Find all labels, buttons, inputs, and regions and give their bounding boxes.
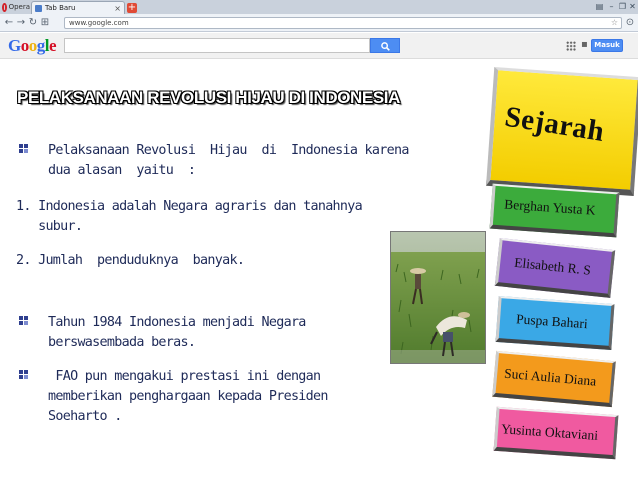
tab-title: Tab Baru bbox=[45, 4, 76, 12]
google-logo-letter: G bbox=[8, 36, 21, 55]
name-card-suci[interactable] bbox=[492, 351, 616, 407]
forward-icon[interactable]: → bbox=[16, 17, 26, 28]
opera-label: Opera bbox=[8, 3, 30, 11]
signin-button[interactable]: Masuk bbox=[591, 39, 623, 52]
address-toolbar bbox=[0, 14, 638, 32]
name-card-puspa[interactable] bbox=[496, 296, 615, 350]
bullet2-line1: Tahun 1984 Indonesia menjadi Negara bbox=[48, 315, 306, 330]
bullet1-line1: Pelaksanaan Revolusi Hijau di Indonesia karena bbox=[48, 143, 409, 158]
google-logo-letter: l bbox=[44, 36, 49, 55]
google-logo-letter: e bbox=[48, 36, 57, 55]
tab-favicon-icon bbox=[35, 5, 42, 12]
bullet2-line2: berswasembada beras. bbox=[48, 335, 196, 350]
list-item-2: 2. Jumlah penduduknya banyak. bbox=[16, 253, 245, 268]
notification-icon[interactable]: ▪ bbox=[581, 39, 588, 50]
bookmark-star-icon[interactable]: ☆ bbox=[610, 18, 618, 27]
url-text: www.google.com bbox=[69, 19, 129, 27]
bullet-icon bbox=[19, 370, 29, 380]
name-card-label: Yusinta Oktaviani bbox=[500, 421, 599, 443]
rice-field-photo bbox=[390, 231, 486, 364]
google-search-button[interactable] bbox=[370, 38, 400, 53]
google-header bbox=[0, 33, 638, 59]
new-tab-button[interactable]: + bbox=[127, 2, 137, 13]
bullet3-line2: memberikan penghargaan kepada Presiden bbox=[48, 389, 328, 404]
google-logo[interactable] bbox=[8, 36, 56, 56]
apps-grid-icon[interactable] bbox=[566, 41, 576, 51]
opera-logo-icon bbox=[2, 3, 7, 12]
reload-icon[interactable]: ↻ bbox=[28, 17, 38, 28]
name-card-label: Berghan Yusta K bbox=[503, 196, 597, 218]
close-window-icon[interactable]: ✕ bbox=[629, 2, 636, 11]
sejarah-title: Sejarah bbox=[502, 100, 607, 148]
name-card-yusinta[interactable] bbox=[494, 407, 619, 459]
minimize-icon[interactable]: – bbox=[609, 2, 614, 11]
tabs-menu-icon[interactable]: ▤ bbox=[595, 2, 604, 11]
name-card-label: Puspa Bahari bbox=[515, 311, 589, 332]
name-card-label: Elisabeth R. S bbox=[513, 254, 592, 278]
slide-title: PELAKSANAAN REVOLUSI HIJAU DI INDONESIA bbox=[17, 88, 400, 107]
list-item-1-line2: subur. bbox=[16, 219, 83, 234]
google-logo-letter: o bbox=[20, 36, 29, 55]
download-icon[interactable]: ⊙ bbox=[625, 17, 635, 28]
list-item-1-line1: 1. Indonesia adalah Negara agraris dan tanahnya bbox=[16, 199, 363, 214]
name-card-berghan[interactable] bbox=[490, 184, 620, 238]
address-field[interactable] bbox=[64, 17, 622, 29]
name-card-elisabeth[interactable] bbox=[495, 238, 615, 298]
name-card-label: Suci Aulia Diana bbox=[503, 365, 597, 389]
bullet-icon bbox=[19, 144, 29, 154]
google-logo-letter: o bbox=[28, 36, 37, 55]
google-search-input[interactable] bbox=[64, 38, 370, 53]
opera-menu-button[interactable] bbox=[0, 0, 30, 14]
sejarah-header-card[interactable] bbox=[486, 67, 638, 196]
tab-new-tab[interactable] bbox=[31, 1, 125, 14]
tab-close-icon[interactable]: × bbox=[114, 3, 121, 13]
search-icon bbox=[381, 42, 390, 51]
title-bar bbox=[0, 0, 638, 14]
bullet-icon bbox=[19, 316, 29, 326]
maximize-icon[interactable]: ❐ bbox=[618, 2, 627, 11]
back-icon[interactable]: ← bbox=[4, 17, 14, 28]
google-logo-letter: g bbox=[36, 36, 45, 55]
bullet3-line3: Soeharto . bbox=[48, 409, 122, 424]
bullet3-line1: FAO pun mengakui prestasi ini dengan bbox=[48, 369, 321, 384]
bullet1-line2: dua alasan yaitu : bbox=[48, 163, 196, 178]
speed-dial-icon[interactable]: ⊞ bbox=[40, 17, 50, 28]
